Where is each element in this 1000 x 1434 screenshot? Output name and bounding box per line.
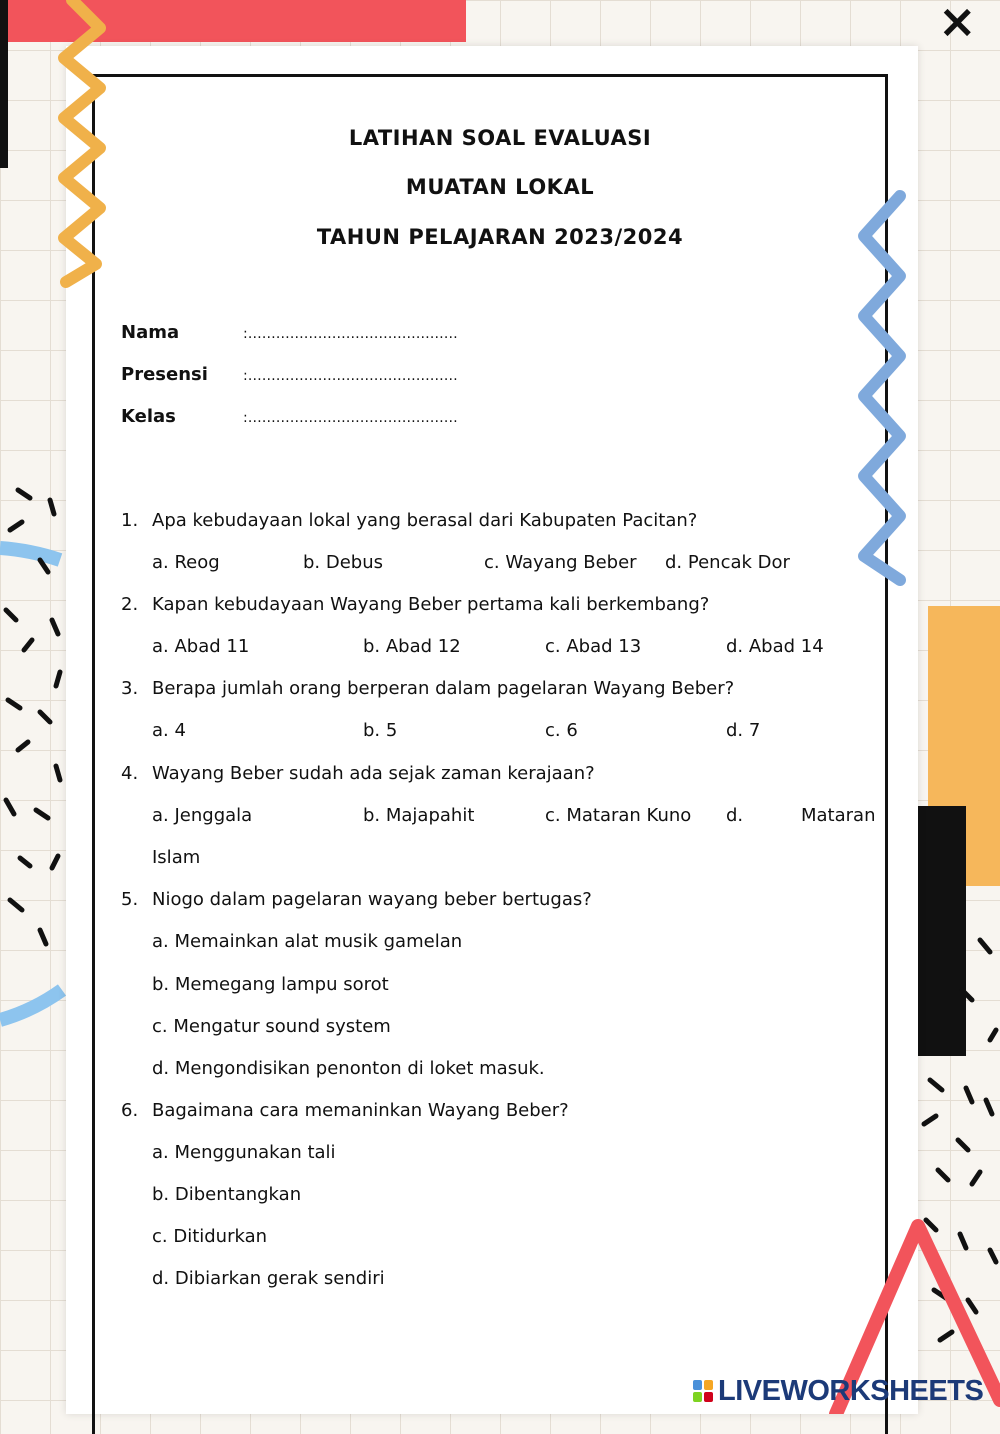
question-text: Apa kebudayaan lokal yang berasal dari Kabupaten Pacitan? <box>152 510 698 531</box>
watermark-text: LIVEWORKSHEETS <box>718 1374 984 1407</box>
logo-tile-v <box>693 1392 702 1402</box>
option-c[interactable]: c. Mataran Kuno <box>545 805 692 826</box>
option-c[interactable]: c. Abad 13 <box>545 636 642 657</box>
title-line-3: TAHUN PELAJARAN 2023/2024 <box>316 225 684 249</box>
question-number: 5. <box>121 889 139 910</box>
title-line-2: MUATAN LOKAL <box>405 175 595 199</box>
question-number: 1. <box>121 510 139 531</box>
option-b[interactable]: b. Debus <box>303 552 384 573</box>
nama-label: Nama <box>121 322 180 343</box>
question-text: Berapa jumlah orang berperan dalam pagelaran Wayang Beber? <box>152 678 735 699</box>
liveworksheets-logo-icon <box>692 1379 714 1403</box>
kelas-field[interactable]: :……………………………………… <box>243 410 458 426</box>
question-number: 6. <box>121 1100 139 1121</box>
logo-tile-l <box>693 1380 702 1390</box>
option-a[interactable]: a. Jenggala <box>152 805 253 826</box>
option-d[interactable]: d. Mengondisikan penonton di loket masuk. <box>152 1058 545 1079</box>
presensi-field[interactable]: :……………………………………… <box>243 368 458 384</box>
option-d[interactable]: d. 7 <box>726 720 761 741</box>
close-icon[interactable]: × <box>938 0 977 48</box>
question-text: Wayang Beber sudah ada sejak zaman kerajaan? <box>152 763 595 784</box>
option-b[interactable]: b. Abad 12 <box>363 636 461 657</box>
nama-field[interactable]: :……………………………………… <box>243 326 458 342</box>
question-number: 2. <box>121 594 139 615</box>
option-c[interactable]: c. Ditidurkan <box>152 1226 268 1247</box>
title-line-1: LATIHAN SOAL EVALUASI <box>348 126 652 150</box>
option-d[interactable]: d. Abad 14 <box>726 636 824 657</box>
option-a[interactable]: a. Memainkan alat musik gamelan <box>152 931 463 952</box>
option-c[interactable]: c. Wayang Beber <box>484 552 637 573</box>
logo-tile-e <box>704 1392 713 1402</box>
question-text: Kapan kebudayaan Wayang Beber pertama kali berkembang? <box>152 594 710 615</box>
kelas-label: Kelas <box>121 406 176 427</box>
option-d-text[interactable]: Mataran <box>801 805 876 826</box>
option-d[interactable]: d. Pencak Dor <box>665 552 790 573</box>
liveworksheets-watermark[interactable] <box>692 1376 983 1406</box>
question-number: 3. <box>121 678 139 699</box>
option-d[interactable]: d. <box>726 805 744 826</box>
option-b[interactable]: b. 5 <box>363 720 398 741</box>
option-a[interactable]: a. Menggunakan tali <box>152 1142 336 1163</box>
option-d-text-continued[interactable]: Islam <box>152 847 201 868</box>
option-a[interactable]: a. Abad 11 <box>152 636 250 657</box>
option-d[interactable]: d. Dibiarkan gerak sendiri <box>152 1268 385 1289</box>
option-b[interactable]: b. Memegang lampu sorot <box>152 974 389 995</box>
option-b[interactable]: b. Dibentangkan <box>152 1184 302 1205</box>
question-text: Bagaimana cara memaninkan Wayang Beber? <box>152 1100 569 1121</box>
question-number: 4. <box>121 763 139 784</box>
presensi-label: Presensi <box>121 364 208 385</box>
option-a[interactable]: a. 4 <box>152 720 186 741</box>
question-text: Niogo dalam pagelaran wayang beber bertugas? <box>152 889 592 910</box>
logo-tile-i <box>704 1380 713 1390</box>
option-c[interactable]: c. 6 <box>545 720 578 741</box>
option-b[interactable]: b. Majapahit <box>363 805 475 826</box>
option-c[interactable]: c. Mengatur sound system <box>152 1016 391 1037</box>
option-a[interactable]: a. Reog <box>152 552 220 573</box>
